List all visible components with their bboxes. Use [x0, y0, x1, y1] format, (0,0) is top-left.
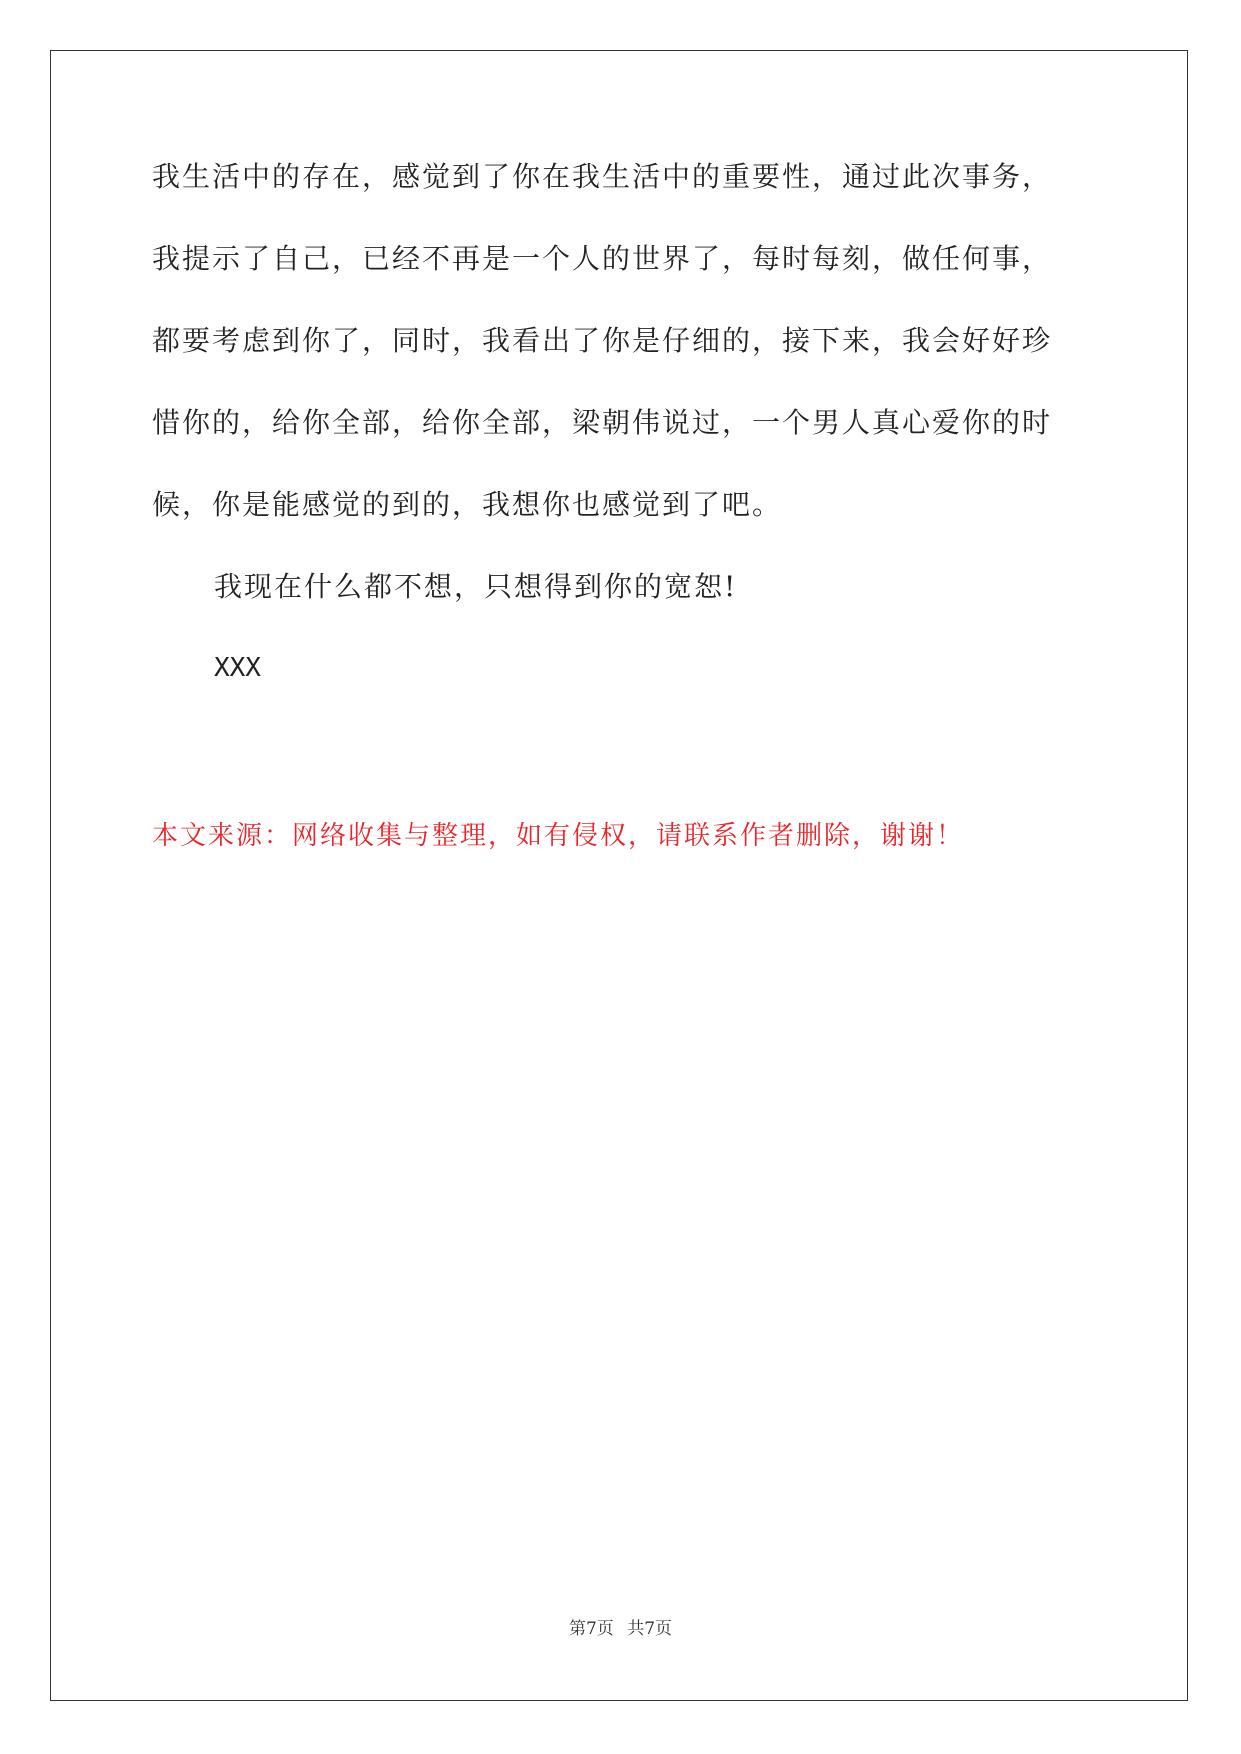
paragraph-line: 我提示了自己，已经不再是一个人的世界了，每时每刻，做任何事，: [152, 242, 1053, 275]
paragraph-line: 我生活中的存在，感觉到了你在我生活中的重要性，通过此次事务，: [152, 160, 1053, 193]
signature: XXX: [214, 653, 261, 683]
source-note: 本文来源：网络收集与整理，如有侵权，请联系作者删除，谢谢！: [152, 821, 965, 851]
paragraph-line: 惜你的，给你全部，给你全部，梁朝伟说过，一个男人真心爱你的时: [152, 406, 1053, 439]
paragraph-line: 候，你是能感觉的到的，我想你也感觉到了吧。: [152, 488, 783, 521]
closing-line: 我现在什么都不想，只想得到你的宽恕!: [214, 570, 738, 603]
page-number-footer: [0, 1614, 1241, 1639]
paragraph-line: 都要考虑到你了，同时，我看出了你是仔细的，接下来，我会好好珍: [152, 324, 1053, 357]
total-pages-label: 共7页: [627, 1619, 673, 1639]
page-frame: [50, 50, 1188, 1701]
current-page-label: 第7页: [568, 1619, 614, 1639]
